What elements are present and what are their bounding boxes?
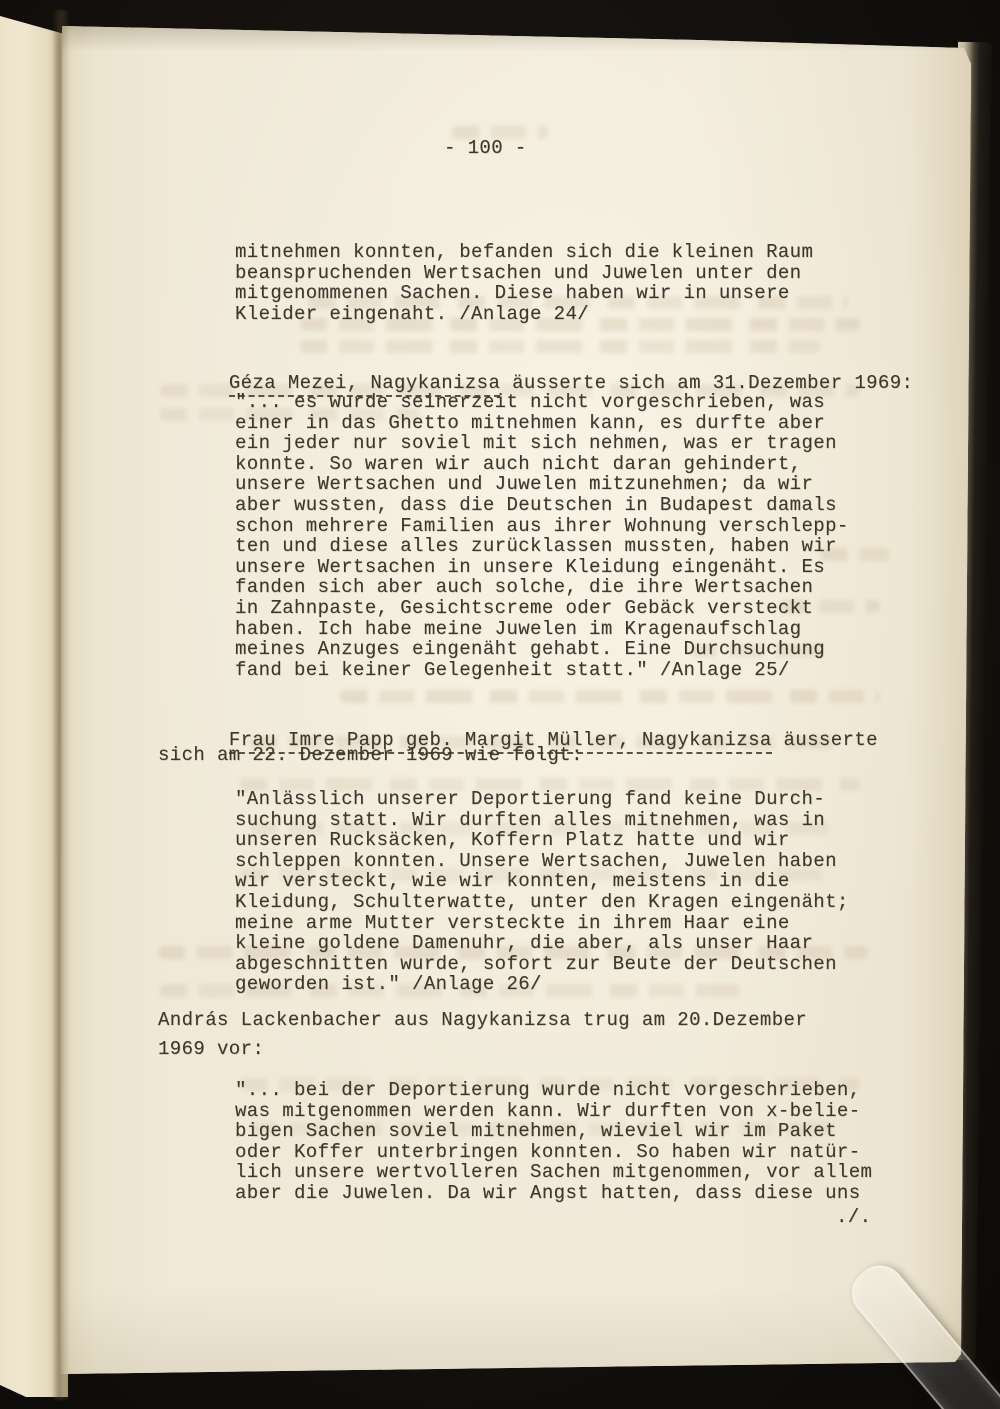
text-line: Kleidung, Schulterwatte, unter den Kragen eingenäht; (235, 890, 849, 913)
text-line: meine arme Mutter versteckte in ihrem Haar eine (235, 911, 790, 934)
text-line: abgeschnitten wurde, sofort zur Beute der Deutschen (235, 952, 837, 975)
text-line: beanspruchenden Wertsachen und Juwelen unter den (235, 261, 802, 284)
text-line: aber die Juwelen. Da wir Angst hatten, dass diese uns (235, 1181, 861, 1204)
text-line: oder Koffer unterbringen konnten. So haben wir natür- (235, 1140, 861, 1163)
testimony-2-heading-line2: sich am 22. Dezember 1969 wie folgt: (158, 744, 583, 766)
text-line: mitgenommenen Sachen. Diese haben wir in unsere (235, 282, 790, 305)
testimony-1-speaker: Géza Mezei, Nagykanizsa (229, 372, 500, 397)
text-line: mitnehmen konnten, befanden sich die kleinen Raum (235, 241, 814, 263)
text-line: was mitgenommen werden kann. Wir durften von x-belie- (235, 1099, 861, 1122)
testimony-2-quote (235, 789, 849, 995)
testimony-3-quote (235, 1080, 872, 1204)
text-line: wir versteckt, wie wir konnten, meistens in die (235, 870, 790, 893)
text-line: fand bei keiner Gelegenheit statt." /Anlage 25/ (235, 658, 790, 681)
text-line: haben. Ich habe meine Juwelen im Kragenaufschlag (235, 617, 802, 640)
testimony-1-quote (235, 392, 849, 680)
text-line: schon mehrere Familien aus ihrer Wohnung verschlepp- (235, 514, 849, 537)
text-line: schleppen konnten. Unsere Wertsachen, Juwelen haben (235, 849, 837, 872)
text-line: unseren Rucksäcken, Koffern Platz hatte und wir (235, 829, 790, 852)
text-line: bigen Sachen soviel mitnehmen, wieviel wir im Paket (235, 1120, 837, 1143)
text-line: fanden sich aber auch solche, die ihre Wertsachen (235, 576, 814, 599)
text-line: lich unsere wertvolleren Sachen mitgenommen, vor allem (235, 1161, 873, 1184)
text-line: geworden ist." /Anlage 26/ (235, 973, 542, 996)
text-line: in Zahnpaste, Gesichtscreme oder Gebäck versteckt (235, 596, 814, 619)
text-line: ein jeder nur soviel mit sich nehmen, was er tragen (235, 432, 837, 455)
continuation-mark: ./. (836, 1206, 872, 1228)
text-line: einer in das Ghetto mitnehmen kann, es durfte aber (235, 411, 826, 434)
text-line: Kleider eingenaht. /Anlage 24/ (235, 302, 590, 325)
text-line: "Anlässlich unserer Deportierung fand keine Durch- (235, 788, 826, 810)
text-line: "... bei der Deportierung wurde nicht vorgeschrieben, (235, 1079, 861, 1101)
text-line: unsere Wertsachen in unsere Kleidung eingenäht. Es (235, 555, 826, 578)
text-line: kleine goldene Damenuhr, die aber, als unser Haar (235, 932, 814, 955)
text-line: meines Anzuges eingenäht gehabt. Eine Durchsuchung (235, 638, 826, 661)
testimony-2-intro-rest: äusserte (771, 728, 878, 751)
text-line: aber wussten, dass die Deutschen in Budapest damals (235, 493, 837, 516)
text-line: suchung statt. Wir durften alles mitnehmen, was in (235, 808, 826, 831)
text-line: konnte. So waren wir auch nicht daran gehindert, (235, 452, 802, 475)
testimony-3-heading-line1: András Lackenbacher aus Nagykanizsa trug am 20.Dezember (158, 1009, 808, 1031)
testimony-2-speaker: Frau Imre Papp geb. Margit Müller, Nagykanizsa (229, 729, 772, 754)
text-line: unsere Wertsachen und Juwelen mitzunehmen; da wir (235, 473, 814, 496)
testimony-3-heading-line2: 1969 vor: (158, 1038, 265, 1060)
testimony-1-intro-rest: äusserte sich am 31.Dezember 1969: (500, 371, 914, 394)
opening-paragraph (235, 242, 813, 324)
page-number: - 100 - (444, 137, 527, 159)
text-line: "... es wurde seinerzeit nicht vorgeschrieben, was (235, 391, 826, 413)
text-line: ten und diese alles zurücklassen mussten, haben wir (235, 535, 837, 558)
